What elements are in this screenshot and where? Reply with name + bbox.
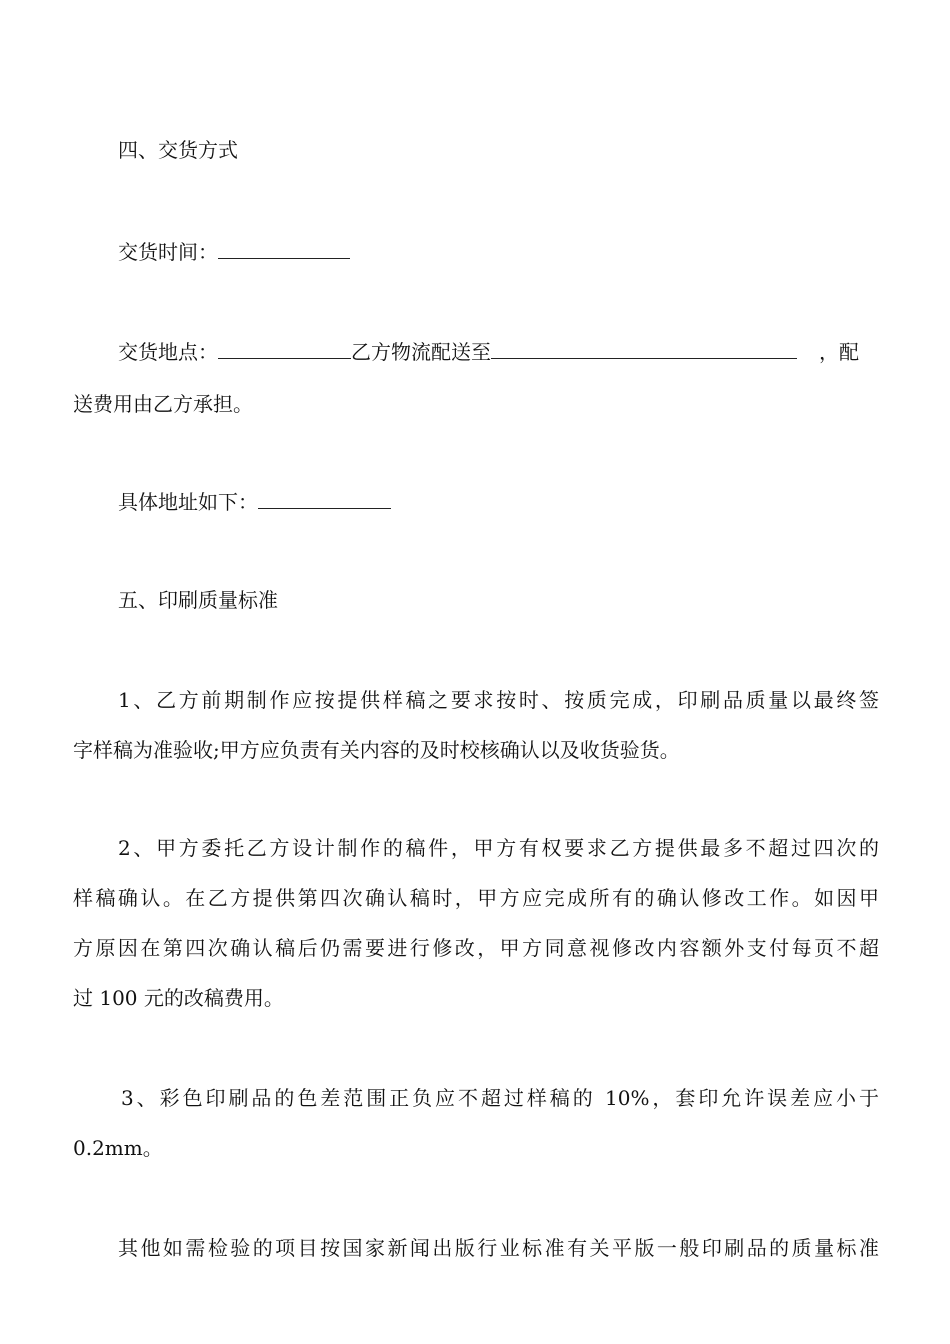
- other-standards-line: 其他如需检验的项目按国家新闻出版行业标准有关平版一般印刷品的质量标准: [118, 1236, 879, 1260]
- address-label: 具体地址如下：: [118, 490, 258, 514]
- delivery-place-blank-2[interactable]: [491, 338, 797, 359]
- delivery-place-line-2: 送费用由乙方承担。: [73, 392, 253, 416]
- delivery-time-label: 交货时间：: [118, 240, 218, 264]
- delivery-place-line: [118, 338, 879, 366]
- item-1-line-1: 1、乙方前期制作应按提供样稿之要求按时、按质完成，印刷品质量以最终签: [118, 688, 879, 712]
- delivery-time-blank[interactable]: [218, 238, 350, 259]
- delivery-time-line: [118, 238, 879, 266]
- item-1-line-2: 字样稿为准验收;甲方应负责有关内容的及时校核确认以及收货验货。: [73, 738, 680, 762]
- item-2-line-4: 过 100 元的改稿费用。: [73, 986, 284, 1010]
- delivery-place-blank-1[interactable]: [218, 338, 351, 359]
- item-2-line-2: 样稿确认。在乙方提供第四次确认稿时，甲方应完成所有的确认修改工作。如因甲: [73, 886, 879, 910]
- delivery-place-end: ，配: [819, 340, 859, 364]
- item-3-line-1: 3、彩色印刷品的色差范围正负应不超过样稿的 10%，套印允许误差应小于: [121, 1086, 879, 1110]
- delivery-place-label: 交货地点：: [118, 340, 218, 364]
- section-4-heading: 四、交货方式: [118, 138, 238, 162]
- address-blank[interactable]: [258, 488, 391, 509]
- item-2-line-1: 2、甲方委托乙方设计制作的稿件，甲方有权要求乙方提供最多不超过四次的: [118, 836, 879, 860]
- section-5-heading: 五、印刷质量标准: [118, 588, 278, 612]
- item-3-line-2: 0.2mm。: [73, 1136, 163, 1160]
- address-line: [118, 488, 879, 516]
- delivery-place-mid: 乙方物流配送至: [351, 340, 491, 364]
- item-2-line-3: 方原因在第四次确认稿后仍需要进行修改，甲方同意视修改内容额外支付每页不超: [73, 936, 879, 960]
